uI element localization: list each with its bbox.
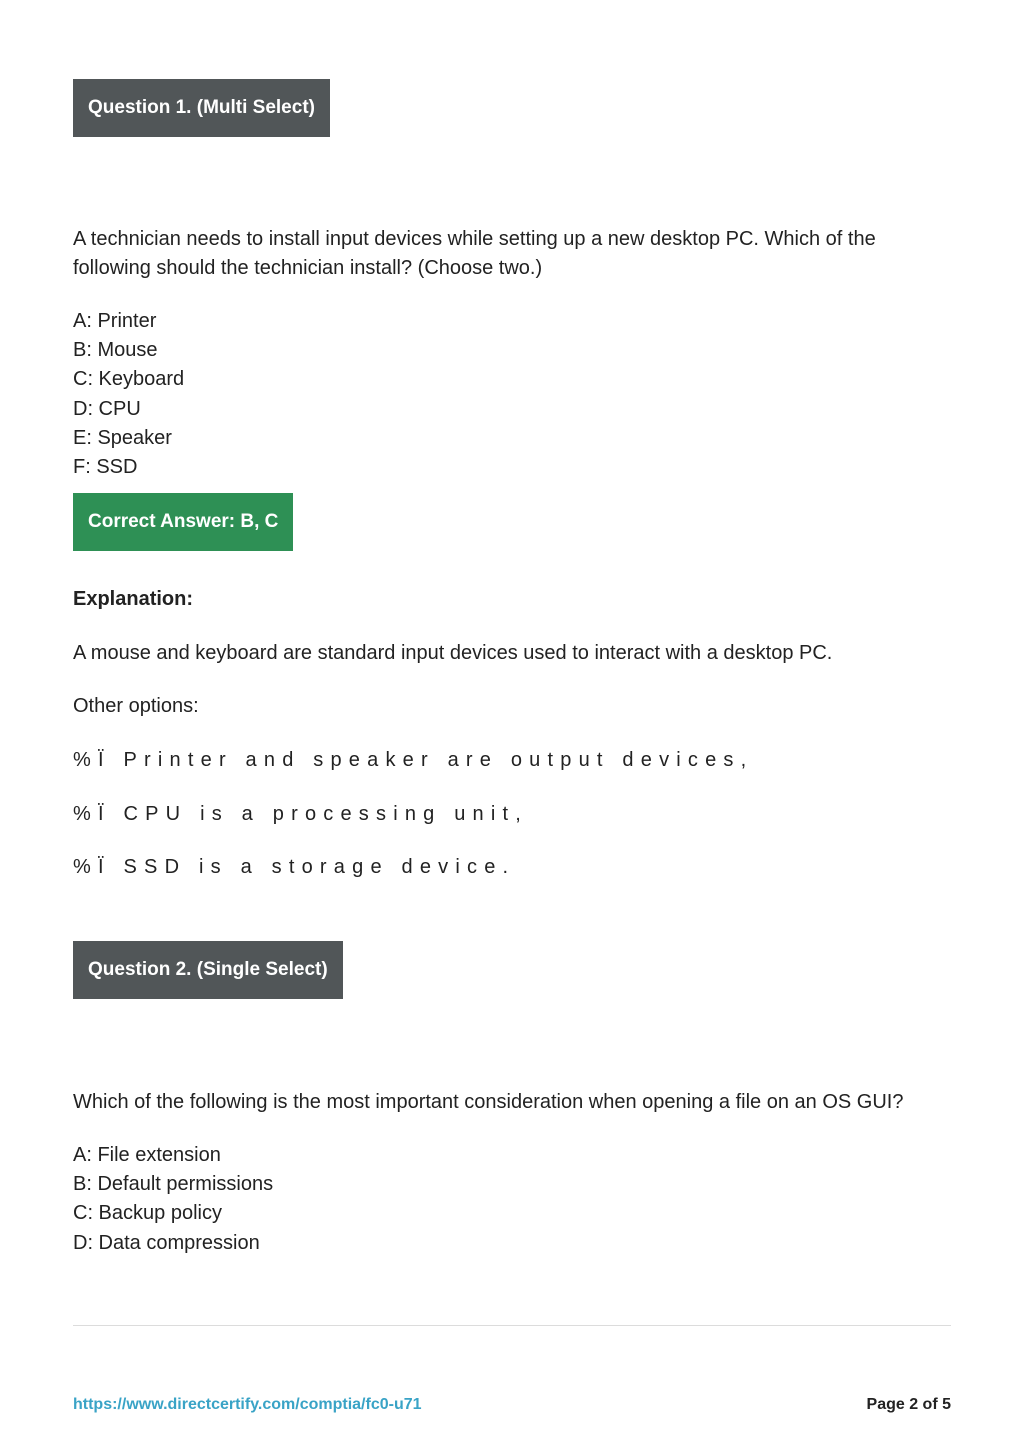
option-c: C: Backup policy [73, 1202, 222, 1225]
bullet-1: %Ï Printer and speaker are output devices, [73, 749, 754, 771]
question-1-options [73, 307, 184, 482]
question-1-text: A technician needs to install input devices while setting up a new desktop PC. Which of the following should the technician install? (Choose two.) [73, 228, 876, 279]
option-b: B: Mouse [73, 339, 158, 362]
correct-answer-box [73, 493, 293, 551]
other-options-label: Other options: [73, 695, 199, 717]
footer-divider [73, 1325, 951, 1326]
bullet-2: %Ï CPU is a processing unit, [73, 803, 529, 825]
explanation-text: A mouse and keyboard are standard input devices used to interact with a desktop PC. [73, 642, 833, 664]
page-number: Page 2 of 5 [866, 1396, 951, 1413]
question-2-text: Which of the following is the most important consideration when opening a file on an OS GUI? [73, 1091, 904, 1113]
question-2-header [73, 941, 343, 999]
question-2-options [73, 1141, 273, 1258]
option-d: D: CPU [73, 397, 141, 420]
explanation-label: Explanation: [73, 588, 194, 610]
question-1-header [73, 79, 330, 137]
bullet-3: %Ï SSD is a storage device. [73, 856, 516, 878]
option-d: D: Data compression [73, 1231, 260, 1254]
question-1-title: Question 1. (Multi Select) [88, 97, 315, 118]
option-c: C: Keyboard [73, 368, 185, 391]
correct-answer-text: Correct Answer: B, C [88, 511, 279, 532]
option-a: A: Printer [73, 310, 157, 332]
option-a: A: File extension [73, 1144, 221, 1166]
option-f: F: SSD [73, 456, 138, 479]
question-2-title: Question 2. (Single Select) [88, 959, 328, 980]
document-page [73, 0, 951, 1448]
option-e: E: Speaker [73, 426, 172, 449]
option-b: B: Default permissions [73, 1173, 274, 1196]
footer-url-link[interactable]: https://www.directcertify.com/comptia/fc0-u71 [73, 1396, 422, 1413]
